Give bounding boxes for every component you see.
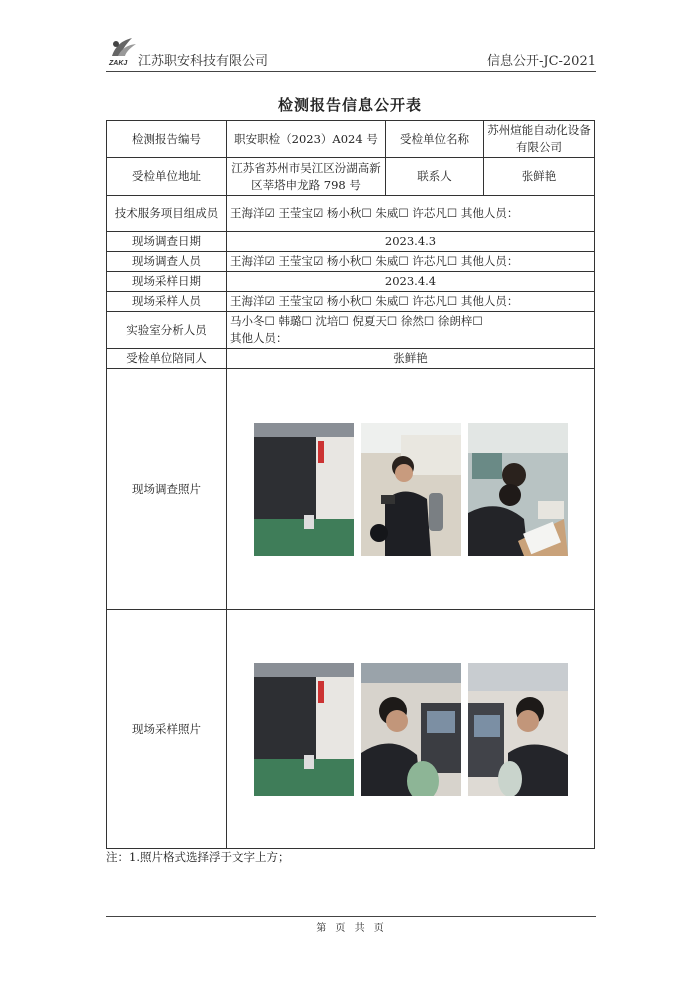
sampling-photos-label: 现场采样照片 bbox=[107, 610, 227, 849]
table-row bbox=[107, 196, 595, 232]
unit-name-label: 受检单位名称 bbox=[386, 121, 484, 158]
sampling-staff-label: 现场采样人员 bbox=[107, 292, 227, 312]
address-value: 江苏省苏州市吴江区汾湖高新区莘塔申龙路 798 号 bbox=[227, 158, 386, 196]
table-row bbox=[107, 252, 595, 272]
company-logo bbox=[106, 34, 140, 68]
sampling-photo-machine-1 bbox=[361, 663, 461, 796]
contact-value: 张鲜艳 bbox=[484, 158, 595, 196]
table-row bbox=[107, 610, 595, 849]
table-row bbox=[107, 121, 595, 158]
escort-label: 受检单位陪同人 bbox=[107, 349, 227, 369]
lab-staff-line-1: 马小冬☐ 韩璐☐ 沈培☐ 倪夏天☐ 徐然☐ 徐朗梓☐ bbox=[230, 314, 483, 328]
table-row bbox=[107, 349, 595, 369]
unit-name-value: 苏州煊能自动化设备有限公司 bbox=[484, 121, 595, 158]
survey-staff-label: 现场调查人员 bbox=[107, 252, 227, 272]
lab-staff-line-2: 其他人员： bbox=[230, 331, 288, 345]
survey-photo-document-review bbox=[468, 423, 568, 556]
survey-staff-value: 王海洋☑ 王莹宝☑ 杨小秋☐ 朱威☐ 许芯凡☐ 其他人员： bbox=[227, 252, 595, 272]
page-header bbox=[106, 34, 596, 72]
table-row bbox=[107, 232, 595, 252]
table-row bbox=[107, 369, 595, 610]
info-table bbox=[106, 120, 595, 849]
sampling-date-label: 现场采样日期 bbox=[107, 272, 227, 292]
report-no-label: 检测报告编号 bbox=[107, 121, 227, 158]
page-number: 第 页 共 页 bbox=[316, 923, 384, 934]
lab-staff-value bbox=[227, 312, 595, 349]
survey-photos-cell bbox=[227, 369, 595, 610]
svg-text:ZAKJ: ZAKJ bbox=[109, 60, 128, 67]
survey-date-value: 2023.4.3 bbox=[227, 232, 595, 252]
page-title: 检测报告信息公开表 bbox=[277, 96, 422, 114]
header-rule bbox=[106, 71, 596, 72]
team-value: 王海洋☑ 王莹宝☑ 杨小秋☐ 朱威☐ 许芯凡☐ 其他人员： bbox=[227, 196, 595, 232]
footnote: 注：1.照片格式选择浮于文字上方； bbox=[106, 850, 290, 864]
sampling-date-value: 2023.4.4 bbox=[227, 272, 595, 292]
sampling-photo-machine-2 bbox=[468, 663, 568, 796]
survey-photo-inspector bbox=[361, 423, 461, 556]
table-row bbox=[107, 158, 595, 196]
company-name: 江苏职安科技有限公司 bbox=[138, 54, 269, 69]
footer-rule bbox=[106, 916, 596, 917]
table-row bbox=[107, 272, 595, 292]
document-code: 信息公开-JC-2021 bbox=[486, 54, 596, 69]
sampling-photos-cell bbox=[227, 610, 595, 849]
escort-value: 张鲜艳 bbox=[227, 349, 595, 369]
survey-photo-warehouse bbox=[254, 423, 354, 556]
contact-label: 联系人 bbox=[386, 158, 484, 196]
address-label: 受检单位地址 bbox=[107, 158, 227, 196]
sampling-photo-warehouse bbox=[254, 663, 354, 796]
table-row bbox=[107, 312, 595, 349]
sampling-staff-value: 王海洋☑ 王莹宝☑ 杨小秋☐ 朱威☐ 许芯凡☐ 其他人员： bbox=[227, 292, 595, 312]
team-label: 技术服务项目组成员 bbox=[107, 196, 227, 232]
table-row bbox=[107, 292, 595, 312]
report-no-value: 职安职检（2023）A024 号 bbox=[227, 121, 386, 158]
survey-photos-label: 现场调查照片 bbox=[107, 369, 227, 610]
survey-date-label: 现场调查日期 bbox=[107, 232, 227, 252]
lab-staff-label: 实验室分析人员 bbox=[107, 312, 227, 349]
